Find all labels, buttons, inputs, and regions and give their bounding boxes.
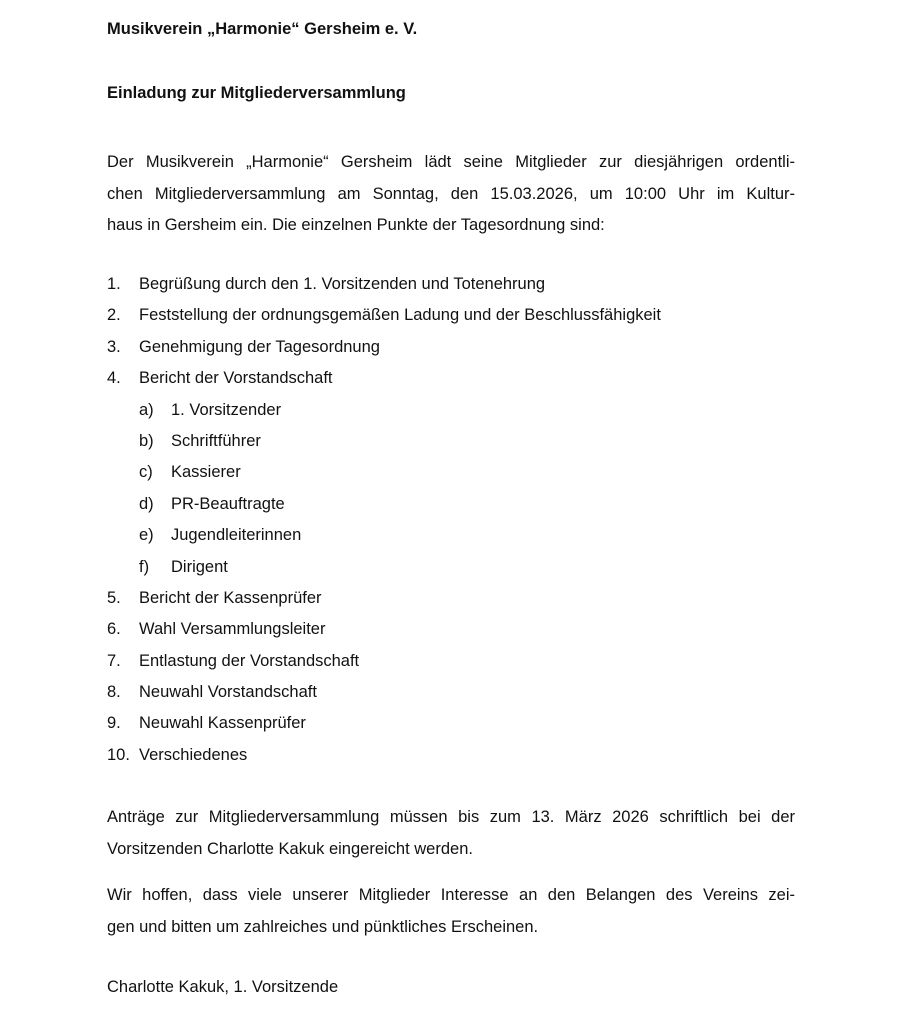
closing-line: gen und bitten um zahlreiches und pünktliches Erscheinen.	[107, 917, 539, 936]
motions-paragraph	[107, 802, 795, 865]
intro-line: chen Mitgliederversammlung am Sonntag, den 15.03.2026, um 10:00 Uhr im Kultur-	[107, 184, 795, 203]
agenda-number: 4.	[107, 369, 121, 388]
document-heading: Einladung zur Mitgliederversammlung	[107, 84, 406, 102]
agenda-text: Schriftführer	[171, 431, 261, 450]
closing-line: Wir hoffen, dass viele unserer Mitglieder Interesse an den Belangen des Vereins zei-	[107, 886, 795, 904]
agenda-text: Entlastung der Vorstandschaft	[139, 651, 360, 670]
agenda-text: Dirigent	[171, 557, 228, 576]
closing-paragraph	[107, 880, 795, 943]
agenda-letter: f)	[139, 557, 150, 576]
agenda-text: Kassierer	[171, 463, 241, 482]
intro-paragraph	[107, 147, 795, 242]
agenda-text: Bericht der Vorstandschaft	[139, 369, 333, 388]
agenda-letter: d)	[139, 494, 154, 513]
motions-line: Vorsitzenden Charlotte Kakuk eingereicht werden.	[107, 839, 473, 858]
agenda-number: 8.	[107, 683, 121, 702]
agenda-text: Jugendleiterinnen	[171, 526, 302, 545]
agenda-number: 7.	[107, 651, 121, 670]
agenda-number: 3.	[107, 337, 121, 356]
agenda-text: Begrüßung durch den 1. Vorsitzenden und Totenehrung	[139, 275, 546, 293]
agenda-text: Wahl Versammlungsleiter	[139, 620, 326, 639]
agenda-letter: b)	[139, 431, 154, 450]
intro-line: Der Musikverein „Harmonie“ Gersheim lädt seine Mitglieder zur diesjährigen ordentli-	[107, 153, 795, 171]
agenda-number: 5.	[107, 588, 121, 607]
agenda-letter: e)	[139, 526, 154, 545]
agenda-text: Neuwahl Vorstandschaft	[139, 683, 317, 702]
agenda-number: 1.	[107, 275, 121, 293]
agenda-text: Genehmigung der Tagesordnung	[139, 337, 380, 356]
agenda-text: PR-Beauftragte	[171, 494, 285, 513]
agenda-number: 2.	[107, 306, 121, 325]
agenda-text: Verschiedenes	[139, 745, 248, 764]
motions-line: Anträge zur Mitgliederversammlung müssen bis zum 13. März 2026 schriftlich bei der	[107, 808, 795, 826]
agenda-letter: c)	[139, 463, 153, 482]
agenda-letter: a)	[139, 400, 154, 419]
agenda-number: 6.	[107, 620, 121, 639]
organization-name: Musikverein „Harmonie“ Gersheim e. V.	[107, 20, 418, 38]
agenda-text: Neuwahl Kassenprüfer	[139, 714, 306, 733]
agenda-text: Bericht der Kassenprüfer	[139, 588, 322, 607]
signature: Charlotte Kakuk, 1. Vorsitzende	[107, 978, 339, 996]
agenda-text: 1. Vorsitzender	[171, 400, 282, 419]
agenda-number: 9.	[107, 714, 121, 733]
agenda-number: 10.	[107, 745, 130, 764]
agenda-text: Feststellung der ordnungsgemäßen Ladung und der Beschlussfähigkeit	[139, 306, 661, 325]
intro-line: haus in Gersheim ein. Die einzelnen Punkte der Tagesordnung sind:	[107, 216, 605, 234]
